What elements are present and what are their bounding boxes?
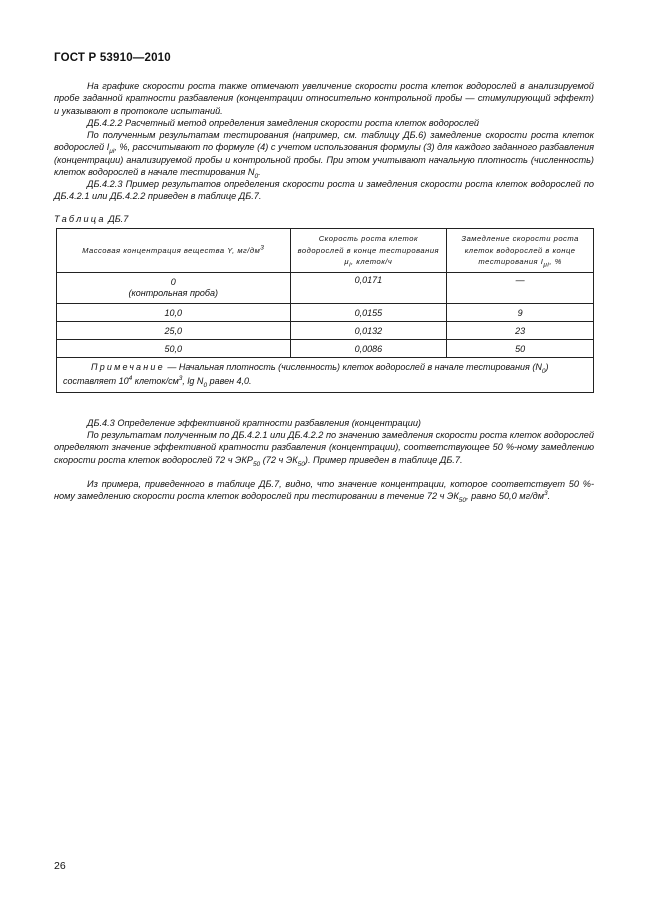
cell-growth-rate: 0,0171	[290, 273, 447, 304]
cell-concentration: 50,0	[57, 340, 291, 358]
cell-growth-rate: 0,0132	[290, 322, 447, 340]
cell-inhibition: 50	[447, 340, 594, 358]
col-header-growth-rate: Скорость роста клеток водорослей в конце тестирования $\mu_i$, клеток/ч	[290, 229, 447, 273]
paragraph-example-result: Из примера, приведенного в таблице ДБ.7, видно, что значение концентрации, которое соответствует 50 %-ному замедлению скорости роста клеток водорослей при тестировании в течение 72 ч $ЭК_{50}$, равно 50,0 $мг/дм^3$.	[54, 479, 594, 505]
table-row	[57, 304, 594, 322]
table-row	[57, 340, 594, 358]
paragraph-calc-method: По полученным результатам тестирования (например, см. таблицу ДБ.6) замедление скорости роста клеток водорослей $I_{\mu i}$, %, рассчитывают по формуле (4) с учетом использования формулы (3) для каждого заданного разбавления (концентрации) анализируемой пробы и контрольной пробы. При этом учитывают начальную плотность (численность) клеток водорослей в начале тестирования $N_0$.	[54, 130, 594, 181]
paragraph-results-example: ДБ.4.2.3 Пример результатов определения скорости роста и замедления скорости роста клеток водорослей по ДБ.4.2.1 или ДБ.4.2.2 приведен в таблице ДБ.7.	[54, 179, 594, 202]
col-header-concentration: Массовая концентрация вещества Y, $мг/дм^3$	[57, 229, 291, 273]
cell-growth-rate: 0,0086	[290, 340, 447, 358]
cell-inhibition: 23	[447, 322, 594, 340]
cell-concentration: 0 (контрольная проба)	[57, 273, 291, 304]
cell-inhibition: 9	[447, 304, 594, 322]
page-number: 26	[54, 860, 66, 872]
document-header: ГОСТ Р 53910—2010	[54, 52, 171, 64]
col-header-inhibition: Замедление скорости роста клеток водорослей в конце тестирования $I_{\mu i}$, %	[447, 229, 594, 273]
cell-concentration: 25,0	[57, 322, 291, 340]
table-caption: Таблица ДБ.7	[54, 214, 129, 224]
paragraph-growth-chart: На графике скорости роста также отмечают увеличение скорости роста клеток водорослей в анализируемой пробе заданной кратности разбавления (концентрации относительно контрольной пробы — стимулирующий эффект) и указывают в протоколе испытаний.	[54, 81, 594, 116]
cell-inhibition: —	[447, 273, 594, 304]
table-note: Примечание — Начальная плотность (численность) клеток водорослей в начале тестирования $(N_0)$ составляет $10^4$ клеток/$см^3$, $\lg N_0$ равен 4,0.	[57, 358, 594, 393]
section-heading-effective-dilution: ДБ.4.3 Определение эффективной кратности разбавления (концентрации)	[87, 418, 421, 428]
cell-growth-rate: 0,0155	[290, 304, 447, 322]
cell-concentration: 10,0	[57, 304, 291, 322]
table-row	[57, 273, 594, 304]
section-heading-calc-method: ДБ.4.2.2 Расчетный метод определения замедления скорости роста клеток водорослей	[87, 118, 480, 128]
results-table	[56, 228, 594, 393]
table-row	[57, 322, 594, 340]
paragraph-effective-dilution: По результатам полученным по ДБ.4.2.1 или ДБ.4.2.2 по значению замедления скорости роста клеток водорослей определяют значение эффективной кратности разбавления (концентрации), соответствующее 50 %-ному замедлению скорости роста клеток водорослей 72 ч $ЭКР_{50}$ (72 ч $ЭК_{50}$). Пример приведен в таблице ДБ.7.	[54, 430, 594, 468]
